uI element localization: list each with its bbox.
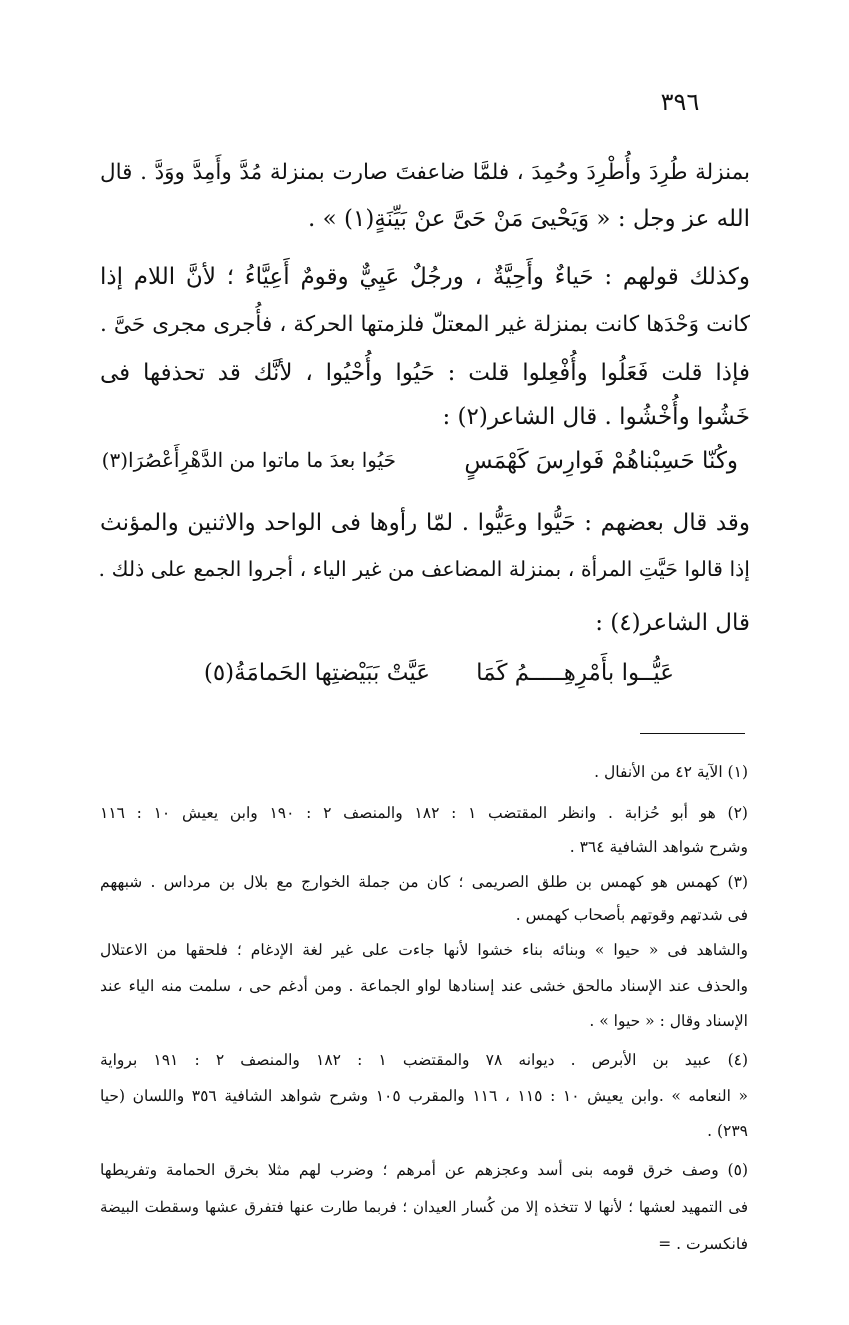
- verse-1-first-hemistich: وكُنّا حَسِبْناهُمْ فَوارِسَ كَهْمَسٍ: [464, 448, 738, 474]
- page-number: ٣٩٦: [660, 88, 700, 116]
- text-line: وقد قال بعضهم : حَيُّوا وعَيُّوا . لمّا رأوها فى الواحد والاثنين والمؤنث: [100, 510, 750, 536]
- footnote-line: فانكسرت . =: [658, 1235, 748, 1253]
- verse-2-second-hemistich: عَيَّتْ بَبَيْضتِها الحَمامَةُ(٥): [203, 660, 430, 686]
- footnote-line: (٣) كهمس هو كهمس بن طلق الصريمى ؛ كان من جملة الخوارج مع بلال بن مرداس . شبههم: [100, 873, 748, 891]
- footnote-line: فى شدتهم وقوتهم بأصحاب كهمس .: [515, 906, 748, 924]
- footnote-line: « النعامه » .وابن يعيش ١٠ : ١١٥ ، ١١٦ والمقرب ١٠٥ وشرح شواهد الشافية ٣٥٦ واللسان (حيا: [100, 1087, 748, 1105]
- text-line: خَشُوا وأُخْشُوا . قال الشاعر(٢) :: [442, 404, 750, 430]
- footnote-line: (١) الآية ٤٢ من الأنفال .: [594, 763, 748, 781]
- footnote-line: والشاهد فى « حيوا » وبنائه بناء خشوا لأنها جاءت على غير لغة الإدغام ؛ فلحقها من الاعتلال: [100, 941, 748, 959]
- text-line: كانت وَحْدَها كانت بمنزلة غير المعتلّ فلزمتها الحركة ، فأُجرى مجرى حَىَّ .: [100, 312, 750, 337]
- text-line: قال الشاعر(٤) :: [595, 610, 750, 636]
- text-line: بمنزلة طُرِدَ وأُطْرِدَ وحُمِدَ ، فلمَّا ضاعفتَ صارت بمنزلة مُدَّ وأَمِدَّ ووَدَّ . قال: [100, 160, 750, 185]
- text-line: إذا قالوا حَيَّتِ المرأة ، بمنزلة المضاعف من غير الياء ، أجروا الجمع على ذلك .: [98, 557, 750, 581]
- footnote-line: والحذف عند الإسناد مالحق خشى عند إسنادها لواو الجماعة . ومن أدغم حى ، سلمت منه الياء عند: [100, 977, 748, 995]
- footnote-line: فى التمهيد لعشها ؛ لأنها لا تتخذه إلا من كُسار العيدان ؛ فربما طارت عنها فتفرق عشها وسقطت البيضة: [100, 1198, 748, 1216]
- footnote-line: (٢) هو أبو حُزابة . وانظر المقتضب ١ : ١٨٢ والمنصف ٢ : ١٩٠ وابن يعيش ١٠ : ١١٦: [100, 804, 748, 822]
- footnote-line: (٥) وصف خرق قومه بنى أسد وعجزهم عن أمرهم ؛ وضرب لهم مثلا بخرق الحمامة وتفريطها: [100, 1161, 748, 1179]
- text-line: الله عز وجل : « وَيَحْيىَ مَنْ حَىَّ عنْ بَيِّنَةٍ(١) » .: [308, 206, 750, 232]
- footnote-line: ٢٣٩) .: [707, 1122, 748, 1140]
- footnote-line: الإسناد وقال : « حيوا » .: [589, 1012, 748, 1030]
- text-line: وكذلك قولهم : حَياءٌ وأَحِيَّةٌ ، ورجُلٌ عَيِيٌّ وقومٌ أَعِيَّاءُ ؛ لأنَّ اللام إذا: [100, 264, 750, 290]
- text-line: فإذا قلت فَعَلُوا وأُفْعِلوا قلت : حَيُوا وأُحْيُوا ، لأنَّك قد تحذفها فى: [100, 360, 750, 386]
- footnote-separator: [640, 733, 745, 734]
- footnote-line: (٤) عبيد بن الأبرص . ديوانه ٧٨ والمقتضب ١ : ١٨٢ والمنصف ٢ : ١٩١ برواية: [100, 1051, 749, 1069]
- footnote-line: وشرح شواهد الشافية ٣٦٤ .: [569, 838, 748, 856]
- verse-2-first-hemistich: عَيُّــوا بأَمْرِهِـــــمُ كَمَا: [476, 660, 674, 686]
- verse-1-second-hemistich: حَيُوا بعدَ ما ماتوا من الدَّهْرِأَعْصُرَا(٣): [101, 448, 396, 472]
